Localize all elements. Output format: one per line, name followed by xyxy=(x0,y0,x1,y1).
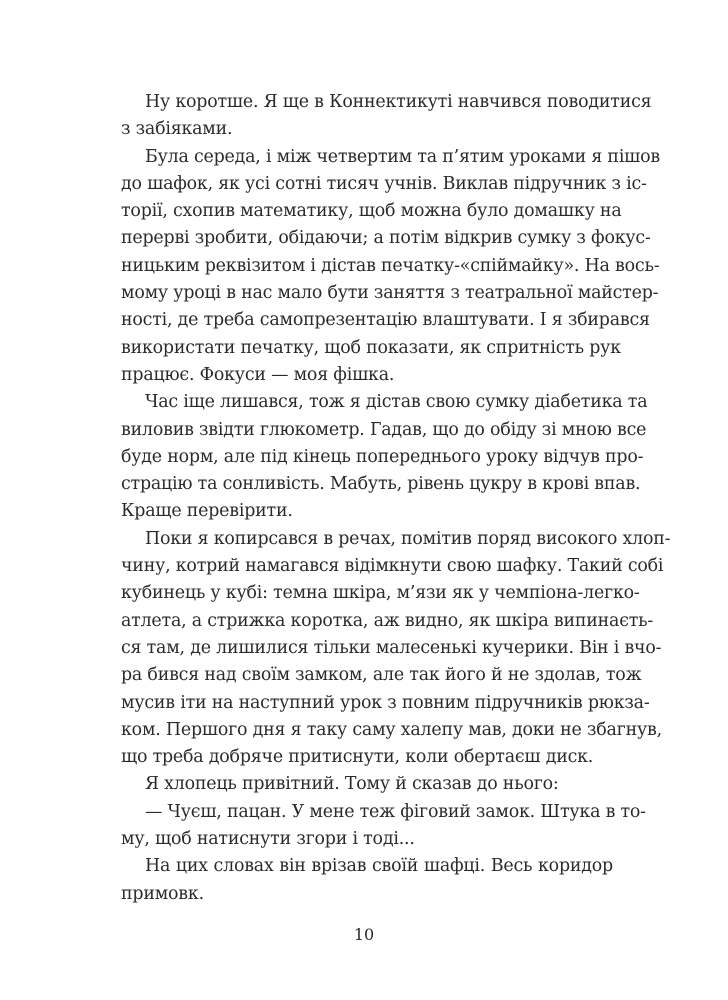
paragraph xyxy=(121,526,671,772)
paragraph xyxy=(121,89,652,144)
text-line: Поки я копирсався в речах, помітив поряд високого хлоп- xyxy=(145,528,671,549)
text-line: ся там, де лишилися тільки малесенькі кучерики. Він і вчо- xyxy=(121,637,662,658)
text-line: використати печатку, щоб показати, як спритність рук xyxy=(121,337,621,358)
text-line: торії, схопив математику, щоб можна було домашку на xyxy=(121,201,622,222)
text-line: Час іще лишався, тож я дістав свою сумку діабетика та xyxy=(145,392,648,413)
text-line: му, щоб натиснути згори і тоді... xyxy=(121,829,415,850)
text-line: Ну коротше. Я ще в Коннектикуті навчився поводитися xyxy=(145,92,652,112)
text-line: примовк. xyxy=(121,883,204,904)
paragraph xyxy=(121,144,661,390)
text-line: перерві зробити, обідаючи; а потім відкрив сумку з фокус- xyxy=(121,228,651,249)
text-line: ності, де треба самопрезентацію влаштувати. І я збирався xyxy=(121,310,650,331)
text-line: Я хлопець привітний. Тому й сказав до нього: xyxy=(145,774,559,795)
text-line: до шафок, як усі сотні тисяч учнів. Виклав підручник з іс- xyxy=(121,173,647,194)
text-line: мусив іти на наступний урок з повним підручників рюкза- xyxy=(121,692,650,713)
text-line: буде норм, але під кінець попереднього уроку відчув про- xyxy=(121,446,644,467)
text-line: чину, котрий намагався відімкнути свою шафку. Такий собі xyxy=(121,556,664,577)
text-line: що треба добряче притиснути, коли обертаєш диск. xyxy=(121,747,594,768)
page-number: 10 xyxy=(353,925,375,944)
paragraph xyxy=(121,771,613,798)
paragraph xyxy=(121,389,648,525)
text-line: кубинець у кубі: темна шкіра, м’язи як у чемпіона-легко- xyxy=(121,583,640,604)
paragraph xyxy=(121,799,646,854)
book-page-text xyxy=(121,89,671,908)
text-line: ком. Першого дня я таку саму халепу мав, доки не збагнув, xyxy=(121,719,662,740)
text-line: страцію та сонливість. Мабуть, рівень цукру в крові впав. xyxy=(121,474,641,495)
text-line: працює. Фокуси — моя фішка. xyxy=(121,364,395,385)
text-line: ницьким реквізитом і дістав печатку-«спіймайку». На вось- xyxy=(121,255,660,276)
text-line: Краще перевірити. xyxy=(121,501,293,522)
text-line: виловив звідти глюкометр. Гадав, що до обіду зі мною все xyxy=(121,419,647,440)
text-line: Була середа, і між четвертим та п’ятим уроками я пішов xyxy=(145,146,661,167)
text-line: мому уроці в нас мало бути заняття з театральної майстер- xyxy=(121,283,659,304)
text-line: ра бився над своїм замком, але так його й не здолав, тож xyxy=(121,665,642,686)
paragraph xyxy=(121,853,613,908)
text-line: атлета, а стрижка коротка, аж видно, як шкіра випинаєть- xyxy=(121,610,654,631)
text-line: — Чуєш, пацан. У мене теж фіговий замок. Штука в то- xyxy=(145,801,646,822)
text-line: На цих словах він врізав своїй шафці. Весь коридор xyxy=(145,856,613,877)
text-line: з забіяками. xyxy=(121,119,233,140)
